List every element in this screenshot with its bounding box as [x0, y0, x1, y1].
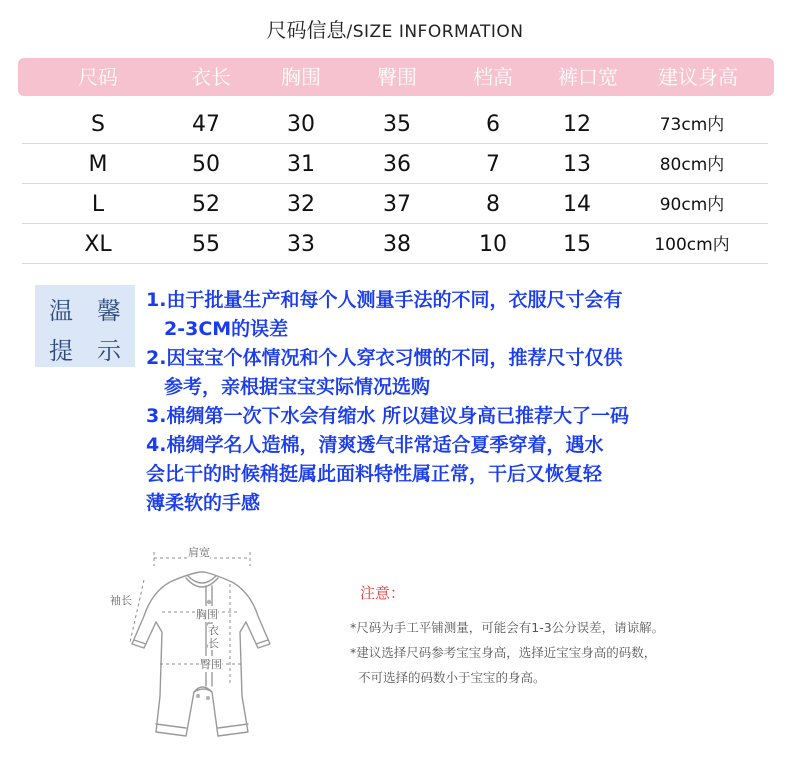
- cell-leg-opening: 12: [563, 112, 591, 137]
- notice-heading: 注意：: [360, 584, 406, 602]
- size-table-header: [18, 58, 774, 96]
- tips-label-char: 馨: [97, 297, 121, 325]
- tip-line: 3.棉绸第一次下水会有缩水 所以建议身高已推荐大了一码: [146, 405, 630, 427]
- tips-label-char: 提: [49, 337, 73, 365]
- tip-line: 参考，亲根据宝宝实际情况选购: [164, 376, 431, 398]
- column-header-size: 尺码: [78, 65, 118, 89]
- cell-size: S: [91, 112, 105, 137]
- cell-hip: 36: [383, 152, 411, 177]
- cell-leg-opening: 15: [563, 232, 591, 257]
- cell-leg-opening: 14: [563, 192, 591, 217]
- cell-size: L: [91, 192, 105, 217]
- column-header-hip: 臀围: [377, 65, 417, 89]
- cell-size: M: [88, 152, 108, 177]
- cell-length: 50: [192, 152, 220, 177]
- cell-chest: 31: [287, 152, 315, 177]
- page-title: [0, 14, 790, 43]
- cell-height: 90cm内: [659, 195, 725, 215]
- cell-length: 52: [192, 192, 220, 217]
- table-row: [0, 146, 790, 184]
- table-row: [0, 186, 790, 224]
- cell-size: XL: [84, 232, 112, 257]
- column-header-crotch: 档高: [473, 65, 513, 89]
- tip-line: 4.棉绸学名人造棉，清爽透气非常适合夏季穿着，遇水: [146, 434, 604, 456]
- row-divider: [22, 143, 768, 144]
- tips-label: [35, 285, 135, 367]
- romper-illustration: [108, 536, 358, 758]
- cell-crotch: 8: [486, 192, 500, 217]
- column-header-leg-opening: 裤口宽: [558, 65, 618, 89]
- table-row: [0, 106, 790, 144]
- table-row: [0, 226, 790, 264]
- tip-line: 2-3CM的误差: [164, 318, 289, 340]
- notice-line: *建议选择尺码参考宝宝身高，选择近宝宝身高的码数，: [350, 645, 657, 660]
- row-divider: [22, 223, 768, 224]
- cell-leg-opening: 13: [563, 152, 591, 177]
- cell-hip: 38: [383, 232, 411, 257]
- label-shoulder: 肩宽: [188, 546, 210, 559]
- garment-diagram: [108, 536, 358, 758]
- tip-line: 1.由于批量生产和每个人测量手法的不同，衣服尺寸会有: [146, 289, 623, 311]
- row-divider: [22, 263, 768, 264]
- cell-height: 73cm内: [659, 115, 725, 135]
- cell-crotch: 10: [479, 232, 507, 257]
- notice-line: 不可选择的码数小于宝宝的身高。: [358, 670, 546, 685]
- cell-crotch: 6: [486, 112, 500, 137]
- label-hip: 臀围: [200, 658, 222, 671]
- notice-line: *尺码为手工平铺测量，可能会有1-3公分误差，请谅解。: [350, 620, 665, 635]
- column-header-chest: 胸围: [281, 65, 321, 89]
- column-header-length: 衣长: [191, 65, 231, 89]
- label-chest: 胸围: [196, 608, 218, 621]
- cell-height: 100cm内: [654, 235, 730, 255]
- label-sleeve: 袖长: [110, 594, 132, 607]
- title-cn: 尺码信息: [266, 18, 347, 42]
- cell-hip: 37: [383, 192, 411, 217]
- cell-length: 55: [192, 232, 220, 257]
- tip-line: 薄柔软的手感: [146, 492, 261, 514]
- tips-label-char: 温: [49, 297, 73, 325]
- tip-line: 会比干的时候稍挺属此面料特性属正常，干后又恢复轻: [146, 463, 603, 485]
- tips-list: [146, 286, 776, 518]
- column-header-height: 建议身高: [658, 65, 738, 89]
- label-length: 衣长: [208, 624, 222, 650]
- row-divider: [22, 183, 768, 184]
- cell-chest: 32: [287, 192, 315, 217]
- cell-chest: 33: [287, 232, 315, 257]
- cell-height: 80cm内: [659, 155, 725, 175]
- cell-crotch: 7: [486, 152, 500, 177]
- cell-length: 47: [192, 112, 220, 137]
- cell-chest: 30: [287, 112, 315, 137]
- tips-label-char: 示: [97, 337, 121, 365]
- title-en: /SIZE INFORMATION: [346, 22, 524, 42]
- cell-hip: 35: [383, 112, 411, 137]
- tip-line: 2.因宝宝个体情况和个人穿衣习惯的不同，推荐尺寸仅供: [146, 347, 623, 369]
